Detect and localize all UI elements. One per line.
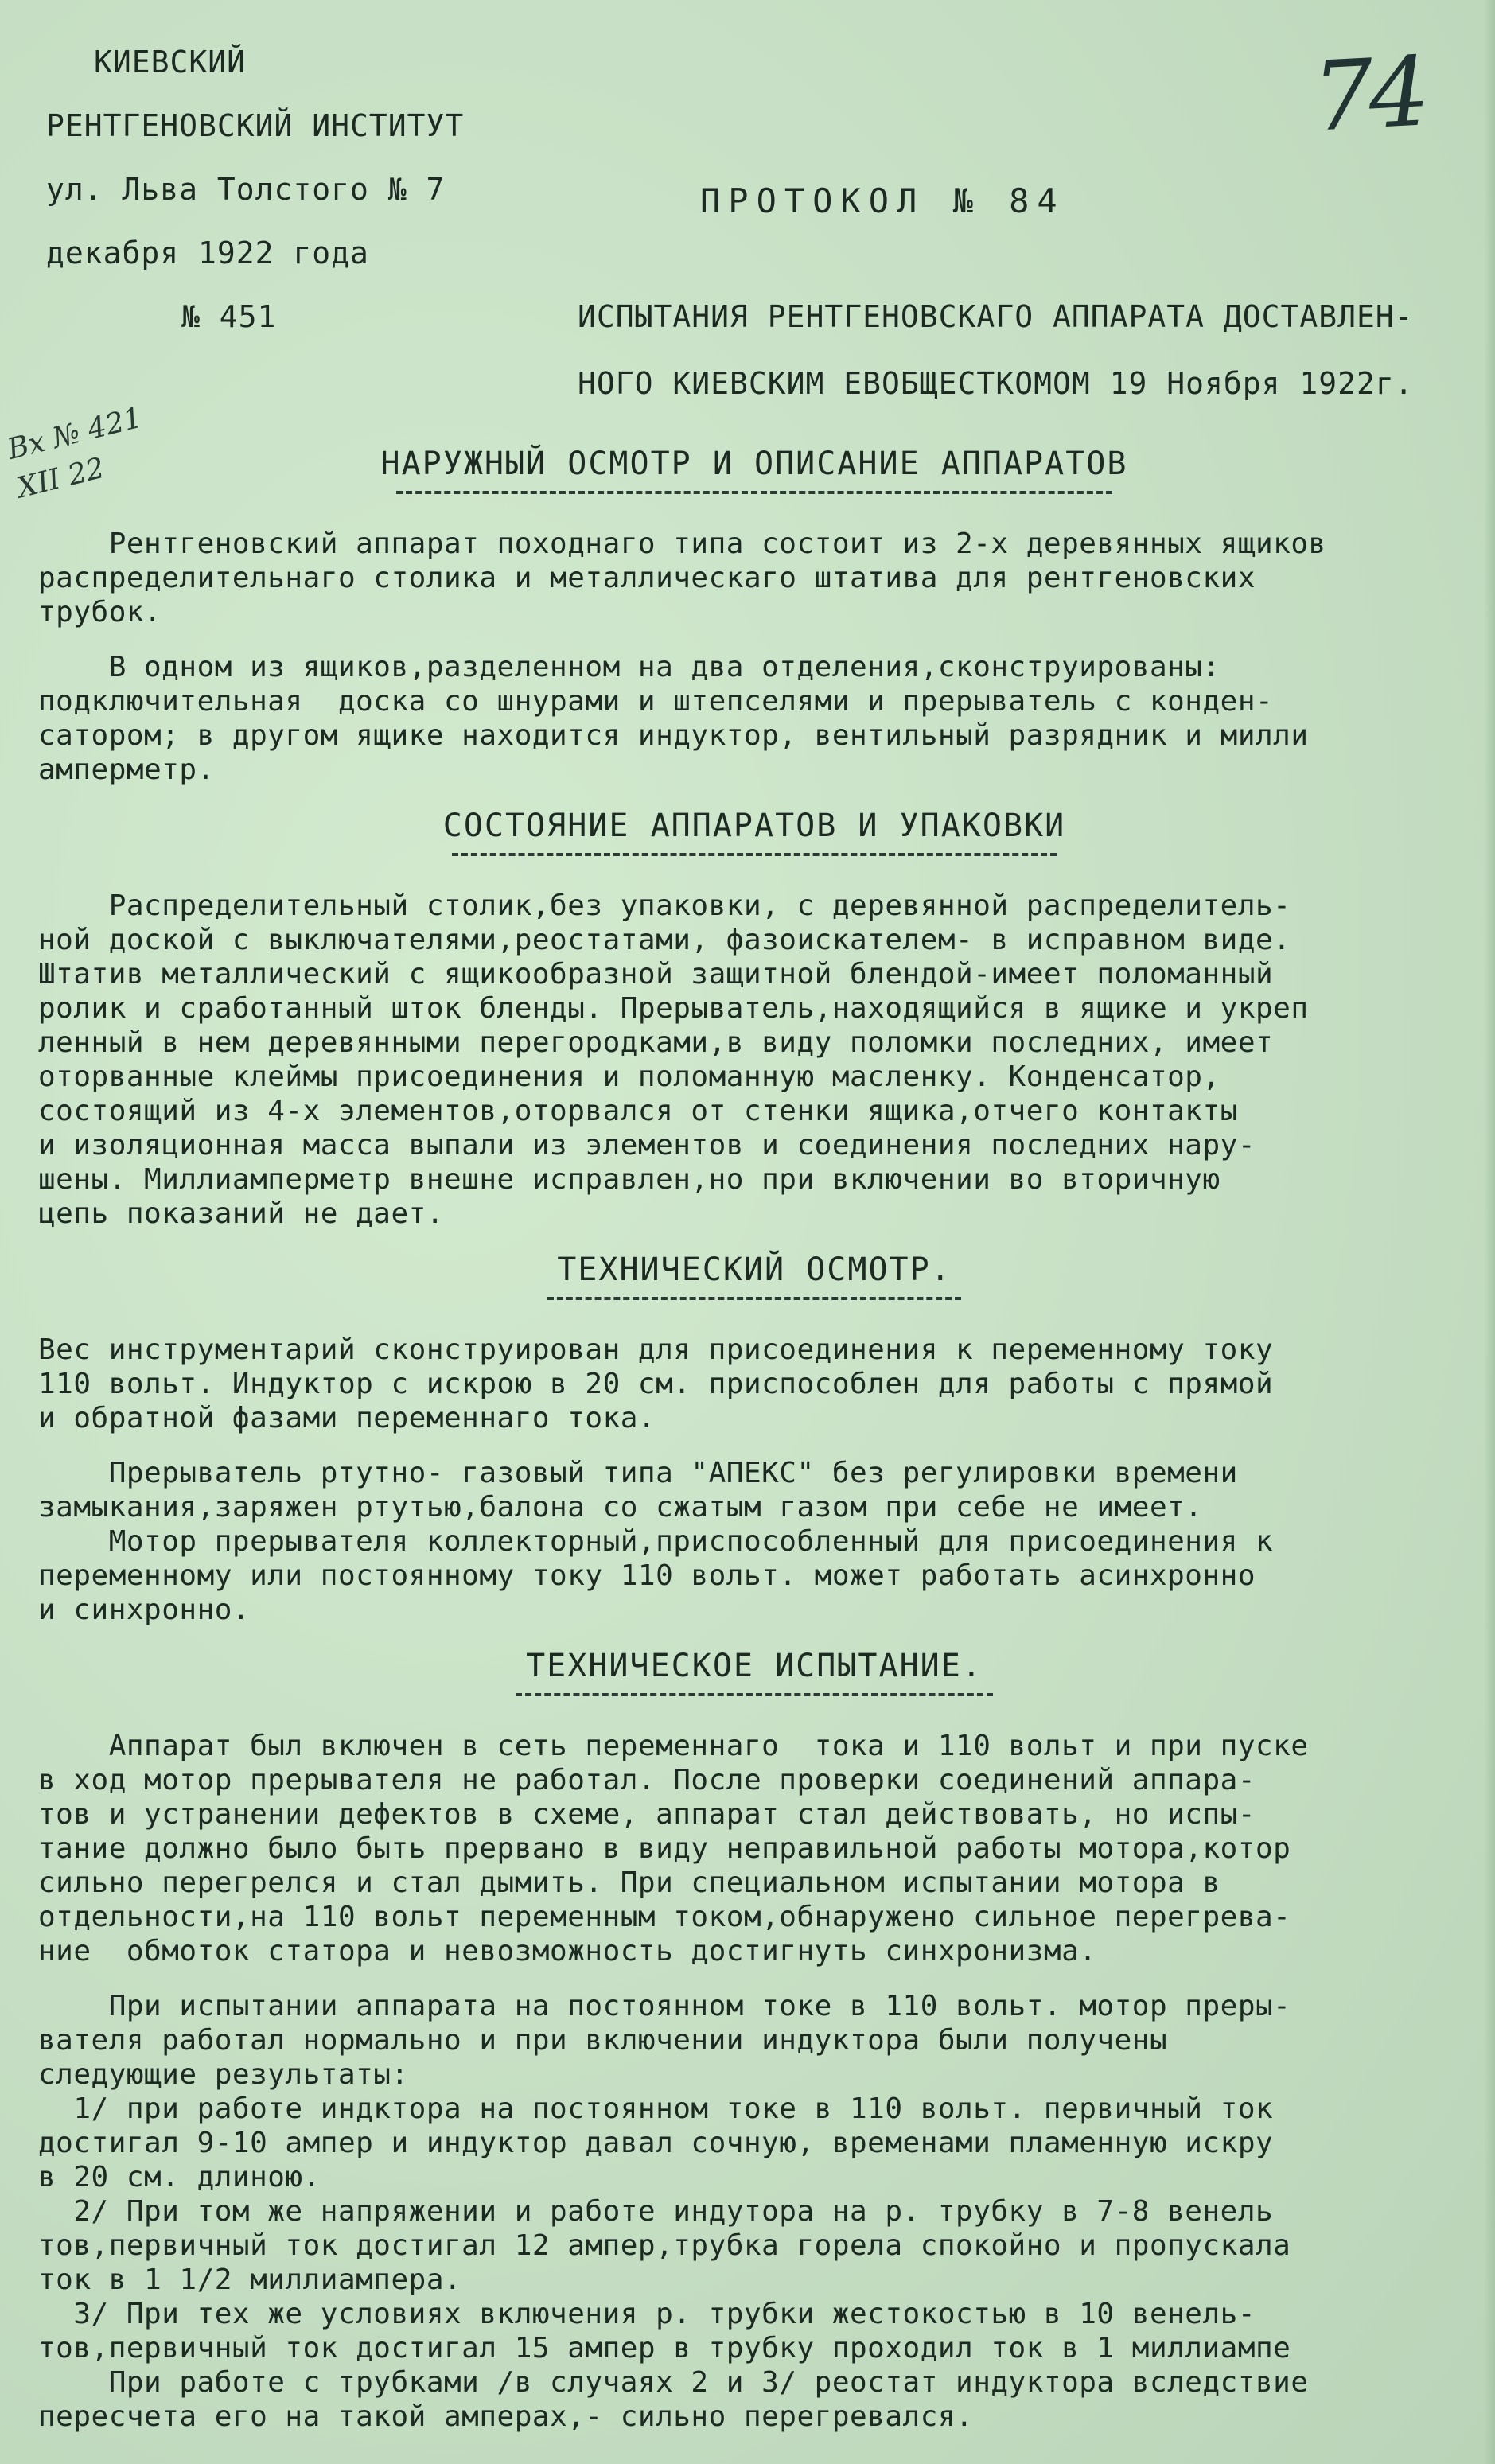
- paragraph: [38, 1333, 1470, 1435]
- text-line: Распределительный столик,без упаковки, с деревянной распределитель-: [38, 889, 1291, 922]
- institute-city: КИЕВСКИЙ: [94, 45, 247, 80]
- section-heading: ТЕХНИЧЕСКОЕ ИСПЫТАНИЕ.: [526, 1648, 983, 1684]
- text-line: пересчета его на такой амперах,- сильно перегревался.: [38, 2400, 974, 2433]
- text-line: амперметр.: [38, 753, 215, 786]
- paragraph: [38, 527, 1470, 629]
- text-line: ленный в нем деревянными перегородками,в виду поломки последних, имеет: [38, 1026, 1274, 1059]
- document-body: [38, 446, 1470, 2454]
- text-line: цепь показаний не дает.: [38, 1197, 444, 1230]
- text-line: отдельности,на 110 вольт переменным током,обнаружено сильное перегрева-: [38, 1901, 1291, 1933]
- text-line: в ход мотор прерывателя не работал. После проверки соединений аппара-: [38, 1764, 1256, 1796]
- subtitle-line: ИСПЫТАНИЯ РЕНТГЕНОВСКАГО АППАРАТА ДОСТАВЛЕН-: [578, 299, 1414, 334]
- section-heading: НАРУЖНЫЙ ОСМОТР И ОПИСАНИЕ АППАРАТОВ: [380, 446, 1128, 482]
- margin-note-line: Вх № 421: [4, 401, 146, 467]
- text-line: в 20 см. длиною.: [38, 2161, 321, 2193]
- text-line: тов,первичный ток достигал 15 ампер в трубку проходил ток в 1 миллиампе: [38, 2332, 1291, 2365]
- text-line: трубок.: [38, 596, 162, 629]
- text-line: и синхронно.: [38, 1594, 251, 1626]
- text-line: Вес инструментарий сконструирован для присоединения к переменному току: [38, 1333, 1274, 1366]
- text-line: тов и устранении дефектов в схеме, аппарат стал действовать, но испы-: [38, 1798, 1256, 1831]
- text-line: следующие результаты:: [38, 2058, 409, 2091]
- text-line: 110 вольт. Индуктор с искрою в 20 см. приспособлен для работы с прямой: [38, 1368, 1274, 1400]
- subtitle-line: НОГО КИЕВСКИМ ЕВОБЩЕСТКОМОМ 19 Ноября 1922г.: [578, 366, 1414, 401]
- text-line: Рентгеновский аппарат походнаго типа состоит из 2-х деревянных ящиков: [38, 527, 1326, 560]
- text-line: ной доской с выключателями,реостатами, фазоискателем- в исправном виде.: [38, 924, 1291, 956]
- heading-underline: [38, 1288, 1470, 1304]
- institute-address: ул. Льва Толстого № 7: [46, 172, 446, 207]
- text-line: вателя работал нормально и при включении индуктора были получены: [38, 2024, 1168, 2057]
- text-line: ток в 1 1/2 миллиампера.: [38, 2264, 462, 2296]
- text-line: ние обмоток статора и невозможность достигнуть синхронизма.: [38, 1935, 1097, 1968]
- document-number: № 451: [181, 299, 277, 334]
- paragraph: [38, 889, 1470, 1231]
- text-line: Прерыватель ртутно- газовый типа "АПЕКС" без регулировки времени: [38, 1457, 1238, 1489]
- paragraph: [38, 650, 1470, 787]
- text-line: Штатив металлический с ящикообразной защитной блендой-имеет поломанный: [38, 958, 1274, 991]
- text-line: При работе с трубками /в случаях 2 и 3/ реостат индуктора вследствие: [38, 2366, 1309, 2399]
- text-line: сильно перегрелся и стал дымить. При специальном испытании мотора в: [38, 1866, 1221, 1899]
- text-line: замыкания,заряжен ртутью,балона со сжатым газом при себе не имеет.: [38, 1491, 1203, 1524]
- text-line: сатором; в другом ящике находится индуктор, вентильный разрядник и милли: [38, 719, 1309, 752]
- archive-page-number: 74: [1310, 37, 1428, 154]
- text-line: оторванные клеймы присоединения и поломанную масленку. Конденсатор,: [38, 1061, 1221, 1093]
- institute-header: [46, 30, 464, 348]
- text-line: ролик и сработанный шток бленды. Прерыватель,находящийся в ящике и укреп: [38, 992, 1309, 1025]
- text-line: распределительнаго столика и металлическаго штатива для рентгеновских: [38, 562, 1256, 594]
- text-line: тание должно было быть прервано в виду неправильной работы мотора,котор: [38, 1832, 1291, 1865]
- text-line: 3/ При тех же условиях включения р. трубки жестокостью в 10 венель-: [38, 2298, 1256, 2330]
- section-heading: СОСТОЯНИЕ АППАРАТОВ И УПАКОВКИ: [442, 808, 1066, 844]
- text-line: 2/ При том же напряжении и работе индутора на р. трубку в 7-8 венель: [38, 2195, 1274, 2228]
- heading-underline: [38, 1684, 1470, 1700]
- text-line: Мотор прерывателя коллекторный,приспособленный для присоединения к: [38, 1525, 1274, 1558]
- paragraph: [38, 1456, 1470, 1627]
- text-line: Аппарат был включен в сеть переменнаго тока и 110 вольт и при пуске: [38, 1730, 1309, 1762]
- text-line: переменному или постоянному току 110 вольт. может работать асинхронно: [38, 1559, 1256, 1592]
- text-line: достигал 9-10 ампер и индуктор давал сочную, временами пламенную искру: [38, 2127, 1274, 2159]
- text-line: При испытании аппарата на постоянном токе в 110 вольт. мотор преры-: [38, 1990, 1291, 2022]
- paragraph: [38, 1729, 1470, 1968]
- text-line: состоящий из 4-х элементов,оторвался от стенки ящика,отчего контакты: [38, 1095, 1238, 1127]
- protocol-title: ПРОТОКОЛ № 84: [700, 181, 1065, 220]
- margin-note-line: XII 22: [14, 451, 108, 505]
- text-line: шены. Миллиамперметр внешне исправлен,но при включении во вторичную: [38, 1163, 1221, 1196]
- text-line: 1/ при работе индктора на постоянном токе в 110 вольт. первичный ток: [38, 2092, 1274, 2125]
- document-date: декабря 1922 года: [46, 236, 369, 271]
- text-line: подключительная доска со шнурами и штепселями и прерыватель с конден-: [38, 685, 1274, 718]
- page-edge: [1484, 0, 1495, 2464]
- paragraph: [38, 1989, 1470, 2434]
- text-line: и обратной фазами переменнаго тока.: [38, 1402, 656, 1434]
- text-line: тов,первичный ток достигал 12 ампер,трубка горела спокойно и пропускала: [38, 2229, 1291, 2262]
- heading-underline: [38, 482, 1470, 498]
- section-heading: ТЕХНИЧЕСКИЙ ОСМОТР.: [557, 1251, 952, 1288]
- protocol-subtitle: [578, 283, 1465, 417]
- text-line: и изоляционная масса выпали из элементов и соединения последних нару-: [38, 1129, 1256, 1162]
- institute-name: РЕНТГЕНОВСКИЙ ИНСТИТУТ: [46, 108, 465, 143]
- text-line: В одном из ящиков,разделенном на два отделения,сконструированы:: [38, 651, 1221, 683]
- heading-underline: [38, 844, 1470, 860]
